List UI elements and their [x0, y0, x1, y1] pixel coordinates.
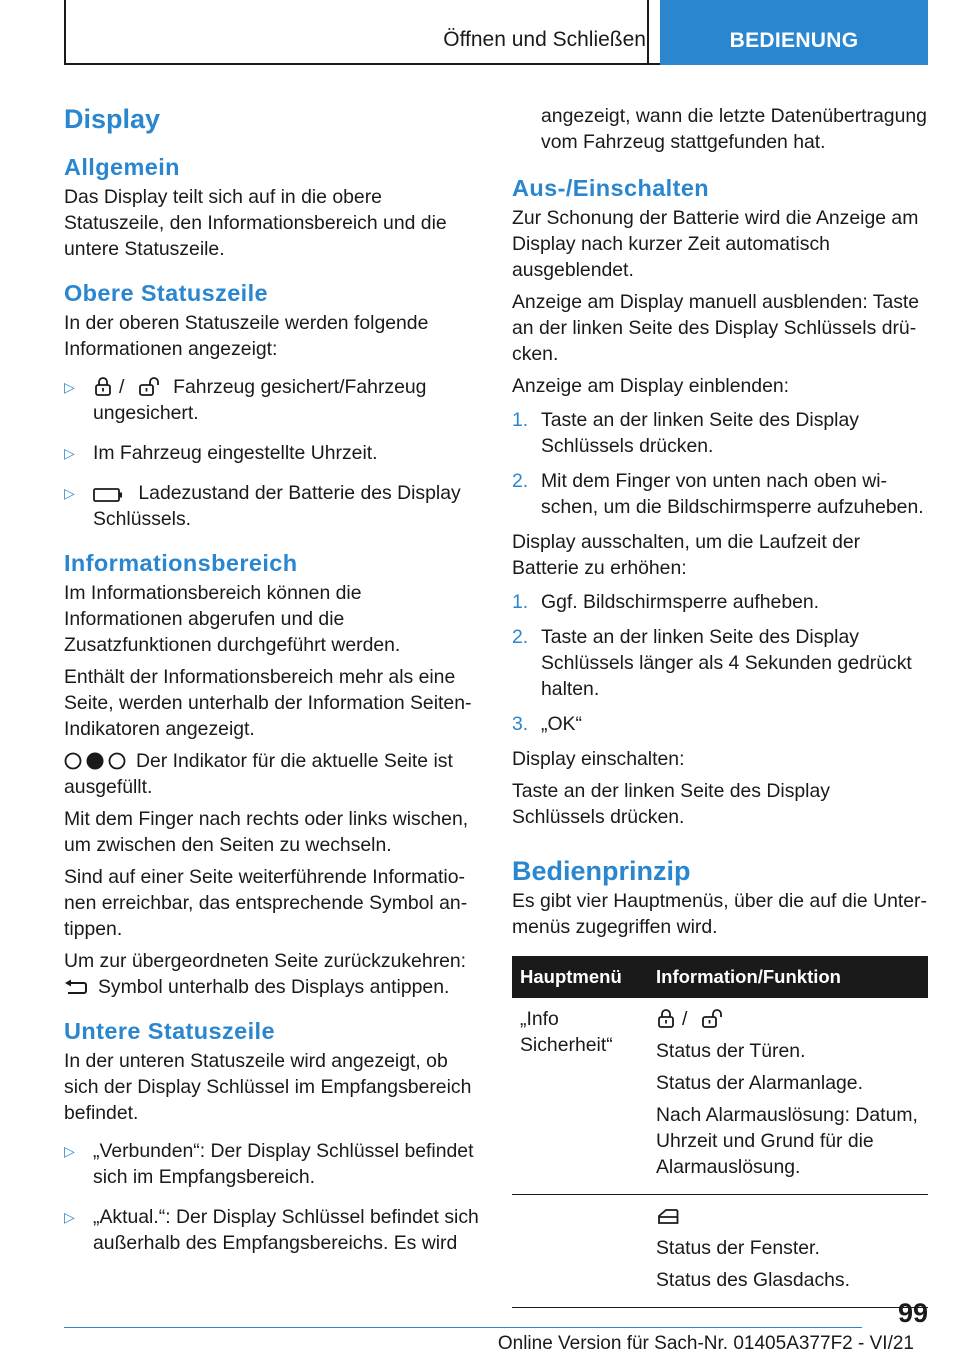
lock-closed-icon [93, 377, 113, 397]
step-item [512, 711, 927, 737]
bullet-item [64, 374, 479, 426]
info-line: Status der Türen. [656, 1040, 806, 1062]
paragraph: Das Display teilt sich auf in die obere Statuszeile, den Informationsbereich und die untere Statuszeile. [64, 186, 447, 260]
menu-cell: „Info Sicherheit“ [512, 998, 648, 1195]
heading-informationsbereich: Informationsbereich [64, 550, 298, 576]
paragraph: Display ausschalten, um die Laufzeit der Batterie zu erhöhen: [512, 531, 861, 579]
indicator-text: Der Indikator für die aktuelle Seite ist ausgefüllt. [64, 750, 453, 798]
step-number: 2. [512, 470, 529, 492]
bullet-text: Im Fahrzeug eingestellte Uhrzeit. [93, 442, 378, 464]
step-text: Ggf. Bildschirmsperre aufheben. [541, 591, 820, 613]
page-title: Display [64, 104, 161, 134]
paragraph: Anzeige am Display manuell ausblenden: Taste an der linken Seite des Display Schlüssels drücken. [512, 291, 920, 365]
paragraph [64, 948, 479, 1000]
step-text: Taste an der linken Seite des Display Schlüssels drücken. [541, 409, 859, 457]
paragraph: Display einschalten: [512, 748, 685, 770]
info-line: Status der Fenster. [656, 1237, 820, 1259]
battery-icon [93, 487, 123, 503]
table-row [512, 1195, 928, 1308]
paragraph: angezeigt, wann die letzte Datenübertragung vom Fahrzeug stattgefunden hat. [541, 105, 927, 153]
back-arrow-icon [64, 979, 88, 997]
paragraph: Anzeige am Display einblenden: [512, 375, 790, 397]
icon-line [656, 1203, 920, 1229]
menu-cell [512, 1195, 648, 1308]
paragraph: Enthält der Informationsbereich mehr als eine Seite, werden unterhalb der Information Seiten-Indikatoren angezeigt. [64, 666, 472, 740]
heading-untere-statuszeile: Untere Statuszeile [64, 1018, 275, 1044]
menu-table [512, 956, 928, 1308]
paragraph: In der unteren Statuszeile wird angezeigt, ob sich der Display Schlüssel im Empfangsbereich befindet. [64, 1050, 472, 1124]
step-number: 2. [512, 626, 529, 648]
paragraph-text: Um zur übergeordneten Seite zurückzukehren: [64, 950, 467, 972]
section-title: Öffnen und Schließen [443, 28, 646, 51]
bullet-text: „Verbunden“: Der Display Schlüssel befindet sich im Empfangsbereich. [93, 1140, 474, 1188]
table-header-row [512, 956, 928, 998]
step-text: Taste an der linken Seite des Display Schlüssels länger als 4 Sekunden gedrückt halten. [541, 626, 912, 700]
footer-text: Online Version für Sach-Nr. 01405A377F2 - VI/21 [497, 1333, 914, 1354]
paragraph: Im Informationsbereich können die Informationen abgerufen und die Zusatzfunktionen durchgeführt werden. [64, 582, 401, 656]
triangle-bullet-icon: ▷ [64, 445, 75, 461]
step-number: 3. [512, 713, 529, 735]
bullet-item [64, 480, 479, 532]
right-column [512, 103, 927, 1308]
step-text: „OK“ [541, 713, 582, 735]
step-text: Mit dem Finger von unten nach oben wischen, um die Bildschirmsperre aufzuheben. [541, 470, 924, 518]
left-column [64, 100, 479, 1270]
step-number: 1. [512, 409, 529, 431]
heading-bedienprinzip: Bedienprinzip [512, 856, 691, 886]
step-item [512, 589, 927, 615]
icon-line [656, 1006, 920, 1032]
info-line: Status der Alarmanlage. [656, 1072, 863, 1094]
bullet-item [64, 1138, 479, 1190]
triangle-bullet-icon: ▷ [64, 1209, 75, 1225]
paragraph-text: Symbol unterhalb des Displays antippen. [98, 976, 450, 998]
lock-closed-icon [656, 1009, 676, 1029]
heading-obere-statuszeile: Obere Statuszeile [64, 280, 269, 306]
bullet-item [64, 440, 479, 466]
column-header-information: Information/Funktion [648, 956, 928, 998]
step-item [512, 407, 927, 459]
chapter-label: BEDIENUNG [729, 29, 859, 52]
info-cell [648, 998, 928, 1195]
window-icon [656, 1206, 680, 1226]
page-number: 99 [897, 1298, 928, 1328]
step-item [512, 468, 927, 520]
chapter-tab[interactable] [660, 0, 928, 65]
info-line: Nach Alarmauslösung: Datum, Uhrzeit und Grund für die Alarmauslösung. [656, 1104, 918, 1178]
slash: / [682, 1008, 688, 1030]
bullet-text: Ladezustand der Batterie des Display Schlüssels. [93, 482, 461, 530]
step-number: 1. [512, 591, 529, 613]
paragraph: Zur Schonung der Batterie wird die Anzeige am Display nach kurzer Zeit automatisch ausgeblendet. [512, 207, 919, 281]
bullet-text: Fahrzeug gesichert/Fahrzeug ungesichert. [93, 376, 427, 424]
page-indicator-icon [64, 751, 126, 771]
lock-open-icon [701, 1009, 725, 1029]
paragraph [64, 748, 479, 800]
lock-open-icon [138, 377, 162, 397]
slash: / [119, 376, 125, 398]
paragraph: Es gibt vier Hauptmenüs, über die auf die Untermenüs zugegriffen wird. [512, 890, 927, 938]
bullet-text: „Aktual.“: Der Display Schlüssel befindet sich außerhalb des Empfangsbereichs. Es wird [93, 1206, 479, 1254]
paragraph: In der oberen Statuszeile werden folgende Informationen angezeigt: [64, 312, 429, 360]
step-item [512, 624, 927, 702]
triangle-bullet-icon: ▷ [64, 485, 75, 501]
paragraph: Taste an der linken Seite des Display Schlüssels drücken. [512, 780, 830, 828]
paragraph: Mit dem Finger nach rechts oder links wischen, um zwischen den Seiten zu wechseln. [64, 808, 469, 856]
triangle-bullet-icon: ▷ [64, 1143, 75, 1159]
bullet-item [64, 1204, 479, 1256]
heading-allgemein: Allgemein [64, 154, 180, 180]
heading-aus-einschalten: Aus-/Einschalten [512, 175, 710, 201]
info-line: Status des Glasdachs. [656, 1269, 851, 1291]
footer-rule [64, 1327, 862, 1328]
triangle-bullet-icon: ▷ [64, 379, 75, 395]
table-row [512, 998, 928, 1195]
column-header-hauptmenu: Hauptmenü [512, 956, 648, 998]
paragraph: Sind auf einer Seite weiterführende Informationen erreichbar, das entsprechende Symbol antippen. [64, 866, 468, 940]
info-cell [648, 1195, 928, 1308]
